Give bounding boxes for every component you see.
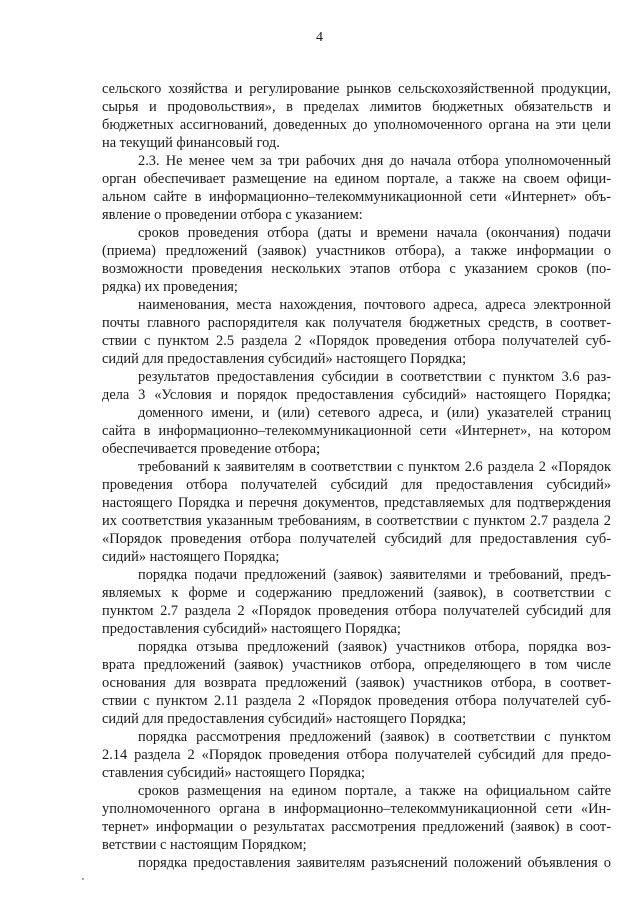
text-line: 2.3. Не менее чем за три рабочих дня до начала отбора уполномоченный	[138, 153, 611, 169]
text-line: сельского хозяйства и регулирование рынков сельскохозяйственной продукции,	[102, 81, 611, 97]
text-line: порядка предоставления заявителям разъяснений положений объявления о	[138, 855, 611, 871]
text-line: сидий для предоставления субсидий» настоящего Порядка;	[102, 351, 467, 367]
text-line: доменного имени, и (или) сетевого адреса, и (или) указателей страниц	[138, 405, 611, 421]
text-line: альном сайте в информационно–телекоммуникационной сети «Интернет» объ-	[102, 189, 611, 205]
text-line: сырья и продовольствия», в пределах лимитов бюджетных обязательств и	[102, 99, 611, 115]
text-line: результатов предоставления субсидии в соответствии с пунктом 3.6 раз-	[138, 369, 611, 385]
text-line: сроков размещения на едином портале, а также на официальном сайте	[138, 783, 611, 799]
text-line: явление о проведении отбора с указанием:	[102, 207, 363, 223]
scan-speck	[82, 878, 84, 880]
text-line: ветствии с настоящим Порядком;	[102, 837, 307, 853]
text-line: наименования, места нахождения, почтового адреса, адреса электронной	[138, 297, 611, 313]
text-line: орган обеспечивает размещение на едином портале, а также на своем офици-	[102, 171, 611, 187]
text-line: «Порядок проведения отбора получателей субсидий для предоставления суб-	[102, 531, 611, 547]
text-line: основания для возврата предложений (заявок) участников отбора, в соответ-	[102, 675, 611, 691]
text-line: сидий» настоящего Порядка;	[102, 549, 280, 565]
text-line: ставления субсидий» настоящего Порядка;	[102, 765, 365, 781]
text-line: проведения отбора получателей субсидий для предоставления субсидий»	[102, 477, 611, 493]
text-line: ствии с пунктом 2.11 раздела 2 «Порядок проведения отбора получателей суб-	[102, 693, 611, 709]
text-line: (приема) предложений (заявок) участников отбора), а также информации о	[102, 243, 611, 259]
text-line: возможности проведения нескольких этапов отбора с указанием сроков (по-	[102, 261, 611, 277]
text-line: бюджетных ассигнований, доведенных до уполномоченного органа на эти цели	[102, 117, 611, 133]
text-line: дела 3 «Условия и порядок предоставления субсидий» настоящего Порядка;	[102, 387, 611, 403]
text-line: обеспечивается проведение отбора;	[102, 441, 321, 457]
text-line: сайта в информационно–телекоммуникационной сети «Интернет», на котором	[102, 423, 611, 439]
text-line: почты главного распорядителя как получателя бюджетных средств, в соответ-	[102, 315, 611, 331]
page-number: 4	[316, 30, 323, 45]
text-line: порядка подачи предложений (заявок) заявителями и требований, предъ-	[138, 567, 611, 583]
text-line: порядка отзыва предложений (заявок) участников отбора, порядка воз-	[138, 639, 611, 655]
text-line: пунктом 2.7 раздела 2 «Порядок проведения отбора получателей субсидий для	[102, 603, 611, 619]
text-line: сидий для предоставления субсидий» настоящего Порядка;	[102, 711, 467, 727]
text-line: ствии с пунктом 2.5 раздела 2 «Порядок проведения отбора получателей суб-	[102, 333, 611, 349]
text-line: уполномоченного органа в информационно–телекоммуникационной сети «Ин-	[102, 801, 611, 817]
text-line: на текущий финансовый год.	[102, 135, 280, 151]
text-line: тернет» информации о результатах рассмотрения предложений (заявок) в соот-	[102, 819, 611, 835]
text-line: рядка) их проведения;	[102, 279, 238, 295]
text-line: их соответствия указанным требованиям, в соответствии с пунктом 2.7 раздела 2	[102, 513, 611, 529]
text-line: порядка рассмотрения предложений (заявок) в соответствии с пунктом	[138, 729, 611, 745]
text-line: настоящего Порядка и перечня документов, представляемых для подтверждения	[102, 495, 611, 511]
text-line: сроков проведения отбора (даты и времени начала (окончания) подачи	[138, 225, 611, 241]
text-line: являемых к форме и содержанию предложений (заявок), в соответствии с	[102, 585, 611, 601]
text-line: предоставления субсидий» настоящего Порядка;	[102, 621, 401, 637]
text-line: врата предложений (заявок) участников отбора, определяющего в том числе	[102, 657, 611, 673]
text-line: 2.14 раздела 2 «Порядок проведения отбора получателей субсидий для предо-	[102, 747, 611, 763]
text-line: требований к заявителям в соответствии с пунктом 2.6 раздела 2 «Порядок	[138, 459, 611, 475]
